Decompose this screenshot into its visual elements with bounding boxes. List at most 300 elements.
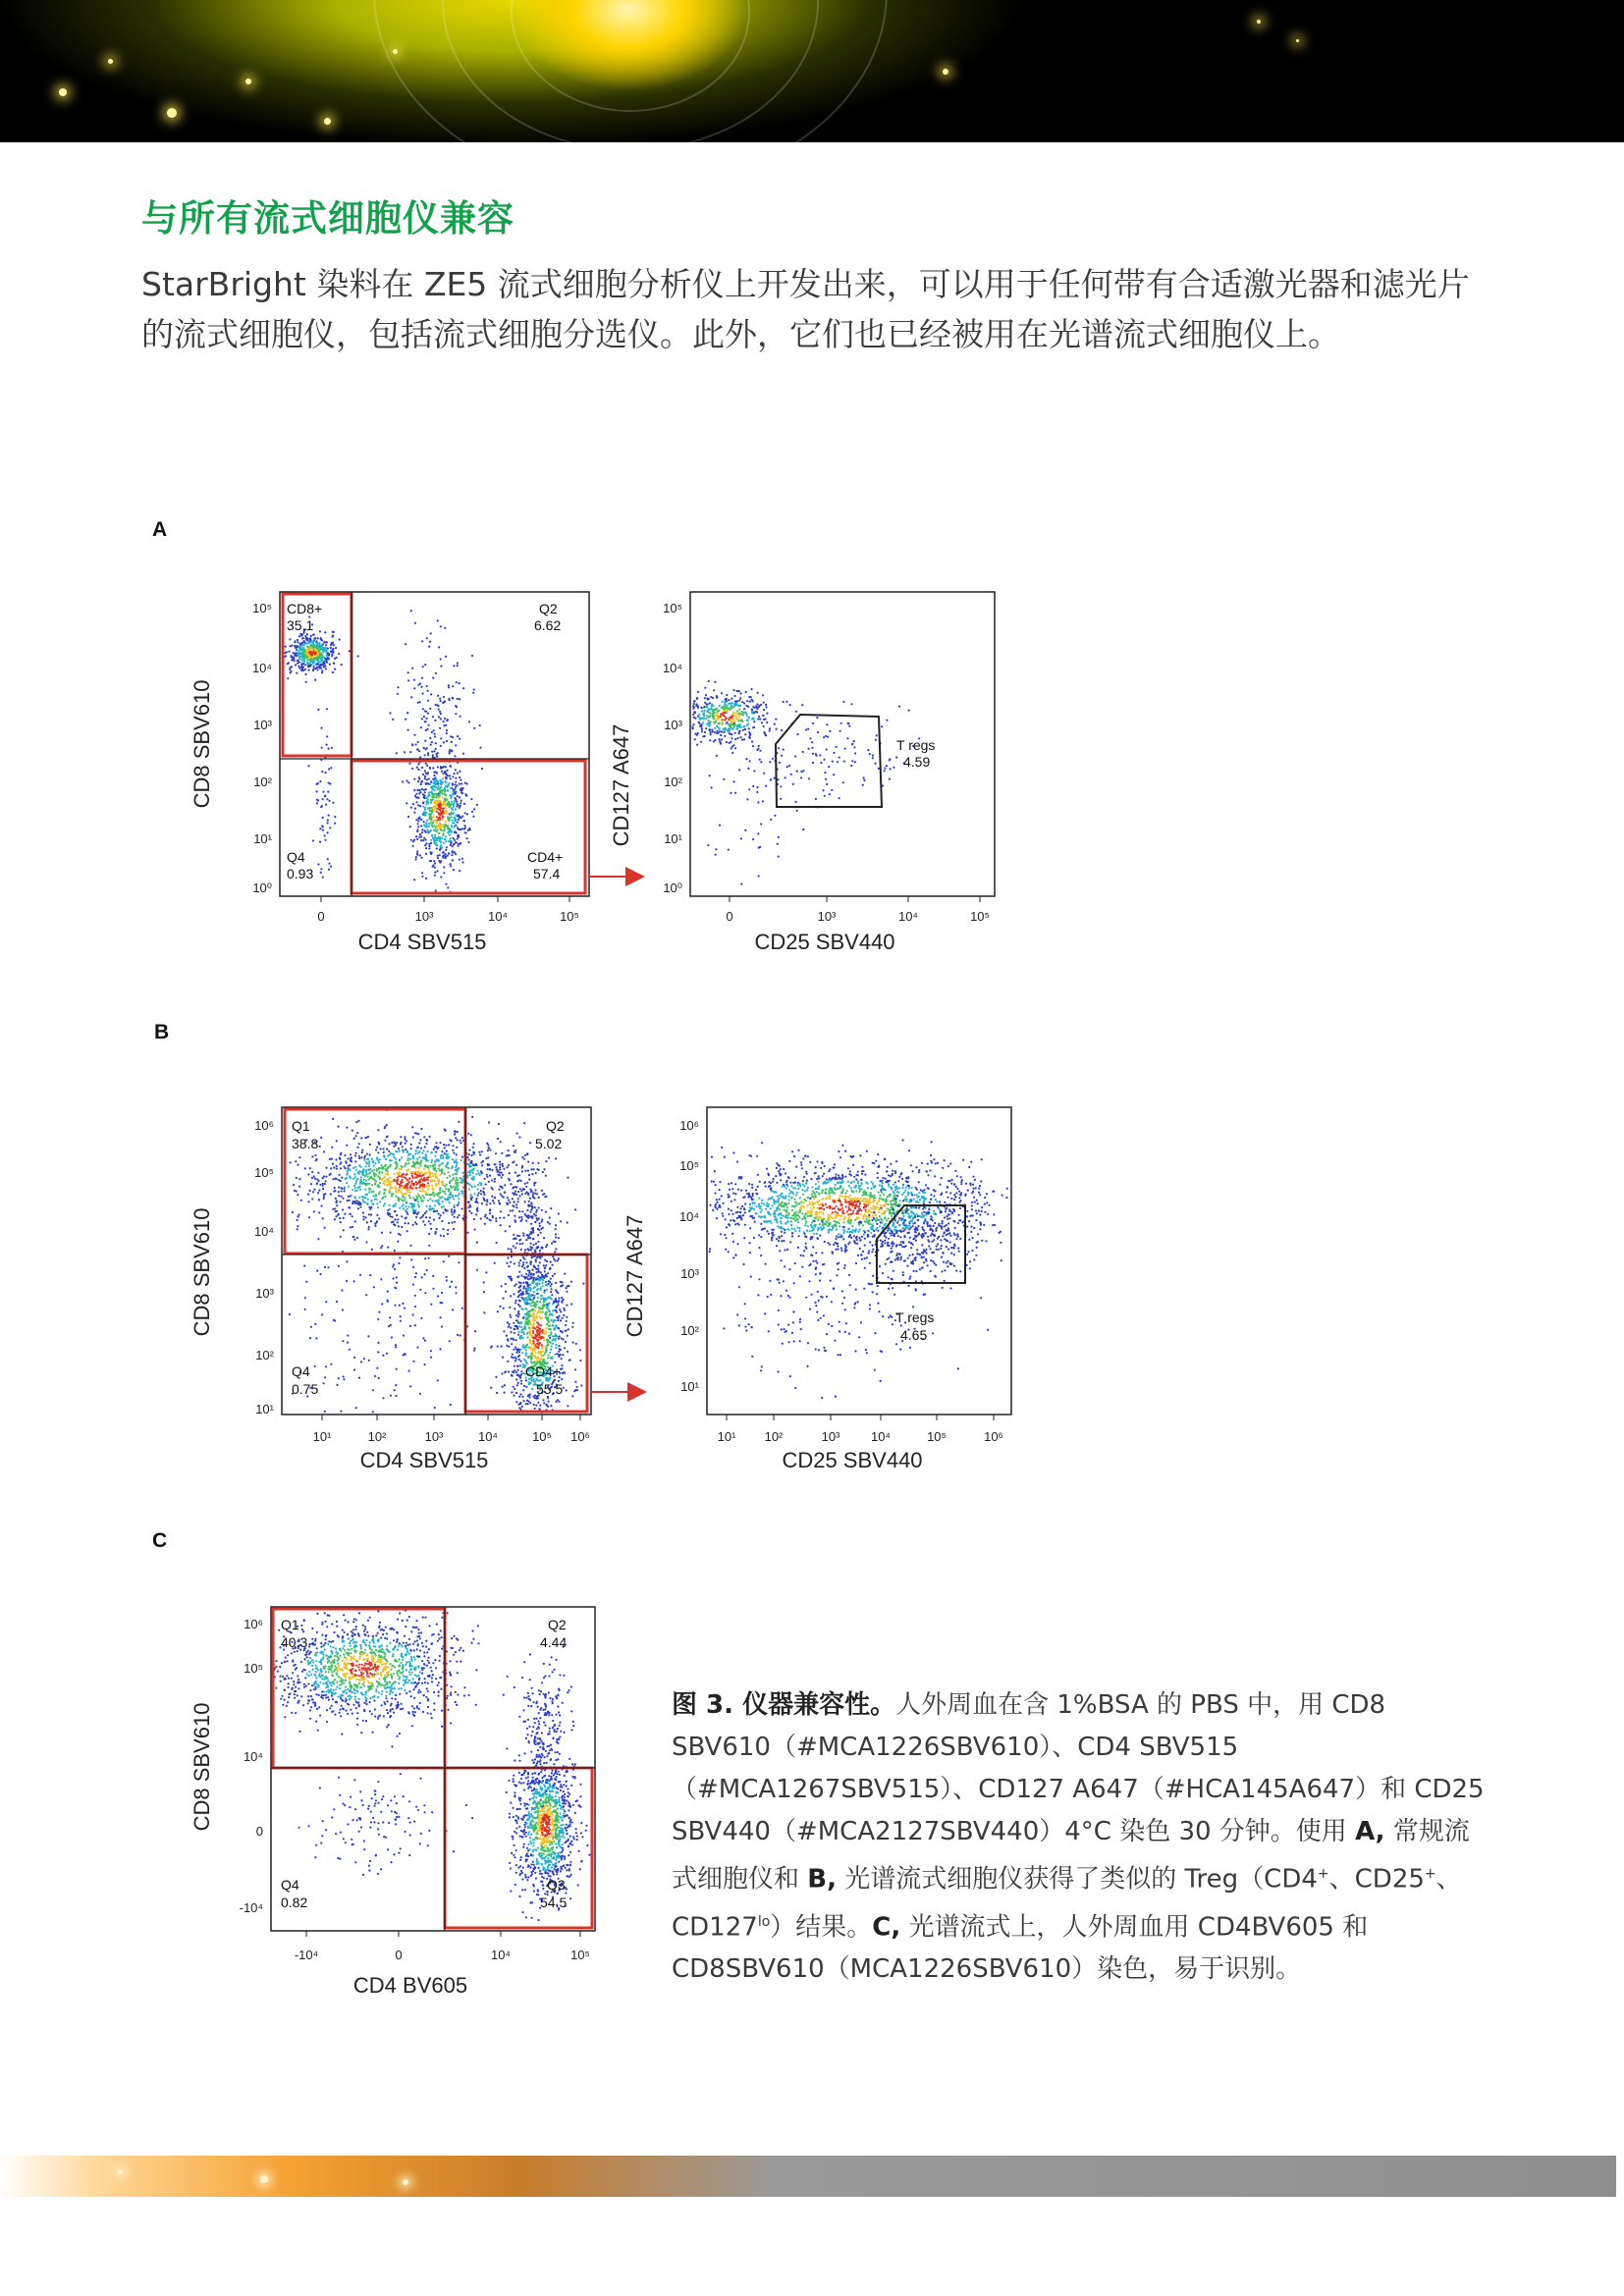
event-dot xyxy=(751,688,753,690)
event-dot xyxy=(385,1168,387,1170)
event-dot xyxy=(446,1184,448,1186)
event-dot xyxy=(367,1136,369,1138)
event-dot xyxy=(475,1200,477,1201)
event-dot xyxy=(459,870,460,872)
event-dot xyxy=(333,631,335,633)
event-dot xyxy=(352,1178,354,1180)
event-dot xyxy=(543,1264,545,1266)
event-dot xyxy=(499,1217,501,1219)
event-dot xyxy=(419,1162,421,1164)
event-dot xyxy=(461,861,463,863)
event-dot xyxy=(294,641,296,643)
event-dot xyxy=(299,643,301,645)
event-dot xyxy=(545,1160,547,1162)
event-dot xyxy=(287,677,289,679)
event-dot xyxy=(735,716,737,718)
event-dot xyxy=(468,1204,470,1206)
event-dot xyxy=(406,1169,407,1171)
event-dot xyxy=(399,1158,401,1160)
event-dot xyxy=(832,761,834,763)
event-dot xyxy=(403,1203,405,1205)
event-dot xyxy=(530,1243,532,1245)
event-dot xyxy=(485,1183,487,1185)
event-dot xyxy=(572,1322,574,1324)
event-dot xyxy=(433,1164,435,1166)
event-dot xyxy=(875,739,877,741)
event-dot xyxy=(550,1291,552,1293)
event-dot xyxy=(433,785,435,787)
event-dot xyxy=(455,713,457,715)
event-dot xyxy=(285,646,287,648)
event-dot xyxy=(438,708,440,710)
event-dot xyxy=(731,698,732,700)
event-dot xyxy=(418,1142,420,1144)
event-dot xyxy=(459,796,460,798)
event-dot xyxy=(483,1291,485,1293)
event-dot xyxy=(560,1330,562,1332)
event-dot xyxy=(368,1213,370,1215)
event-dot xyxy=(792,783,794,785)
event-dot xyxy=(537,1402,539,1404)
event-dot xyxy=(537,1275,539,1277)
event-dot xyxy=(527,1278,529,1280)
event-dot xyxy=(746,700,748,702)
gate-value: 4.59 xyxy=(903,754,931,770)
event-dot xyxy=(349,1164,351,1166)
event-dot xyxy=(504,1184,506,1186)
event-dot xyxy=(558,1237,560,1239)
event-dot xyxy=(565,1324,567,1326)
event-dot xyxy=(881,725,883,727)
event-dot xyxy=(490,1148,492,1150)
event-dot xyxy=(524,1313,526,1315)
event-dot xyxy=(542,1171,544,1173)
event-dot xyxy=(330,644,332,646)
event-dot xyxy=(445,656,447,658)
event-dot xyxy=(423,837,425,839)
event-dot xyxy=(369,1144,371,1146)
event-dot xyxy=(368,1206,370,1208)
event-dot xyxy=(323,1198,325,1200)
event-dot xyxy=(377,1351,379,1353)
event-dot xyxy=(330,647,332,649)
event-dot xyxy=(538,1324,540,1326)
event-dot xyxy=(434,837,436,839)
event-dot xyxy=(471,655,473,657)
event-dot xyxy=(328,800,330,802)
event-dot xyxy=(749,760,751,762)
event-dot xyxy=(527,1310,529,1312)
event-dot xyxy=(759,750,761,752)
event-dot xyxy=(422,708,424,710)
event-dot xyxy=(426,828,428,830)
event-dot xyxy=(827,736,829,738)
event-dot xyxy=(527,1170,529,1172)
panel-label-c: C xyxy=(152,1529,168,1552)
event-dot xyxy=(428,1257,430,1259)
event-dot xyxy=(468,1163,470,1165)
event-dot xyxy=(298,1186,300,1188)
event-dot xyxy=(451,1211,453,1213)
event-dot xyxy=(376,1367,378,1369)
event-dot xyxy=(349,1213,351,1215)
event-dot xyxy=(525,1349,527,1351)
event-dot xyxy=(451,820,453,822)
event-dot xyxy=(437,752,439,754)
event-dot xyxy=(458,819,460,821)
event-dot xyxy=(428,1172,430,1174)
event-dot xyxy=(499,1166,501,1168)
event-dot xyxy=(442,824,444,826)
event-dot xyxy=(363,1197,365,1199)
event-dot xyxy=(459,859,460,861)
event-dot xyxy=(762,715,764,717)
event-dot xyxy=(431,851,433,853)
event-dot xyxy=(341,1190,343,1192)
event-dot xyxy=(331,1147,333,1148)
event-dot xyxy=(526,1303,528,1305)
event-dot xyxy=(312,667,314,669)
event-dot xyxy=(563,1338,565,1340)
event-dot xyxy=(468,1149,470,1151)
event-dot xyxy=(434,802,436,804)
event-dot xyxy=(551,1298,553,1300)
event-dot xyxy=(426,765,428,767)
event-dot xyxy=(696,697,698,699)
event-dot xyxy=(500,1210,502,1212)
event-dot xyxy=(432,866,434,868)
event-dot xyxy=(451,841,453,843)
event-dot xyxy=(724,703,726,705)
event-dot xyxy=(535,1211,537,1213)
event-dot xyxy=(426,826,428,828)
event-dot xyxy=(432,1187,434,1189)
event-dot xyxy=(467,841,469,843)
event-dot xyxy=(297,639,298,641)
event-dot xyxy=(769,729,771,731)
event-dot xyxy=(428,1233,430,1235)
event-dot xyxy=(504,1392,506,1394)
event-dot xyxy=(419,1190,421,1192)
event-dot xyxy=(453,1228,455,1230)
event-dot xyxy=(520,1249,522,1251)
event-dot xyxy=(869,753,871,755)
event-dot xyxy=(473,727,475,729)
event-dot xyxy=(378,1377,380,1379)
event-dot xyxy=(524,1201,526,1202)
event-dot xyxy=(554,1251,556,1253)
event-dot xyxy=(509,1323,511,1325)
event-dot xyxy=(318,1180,320,1182)
event-dot xyxy=(796,733,798,735)
event-dot xyxy=(842,781,844,783)
event-dot xyxy=(478,1151,480,1153)
event-dot xyxy=(323,662,325,664)
event-dot xyxy=(774,723,776,725)
event-dot xyxy=(763,725,765,727)
event-dot xyxy=(314,1365,316,1367)
event-dot xyxy=(546,1317,548,1319)
event-dot xyxy=(412,1313,414,1315)
event-dot xyxy=(297,1164,298,1166)
event-dot xyxy=(432,1288,434,1290)
event-dot xyxy=(508,1326,510,1328)
event-dot xyxy=(533,1264,535,1266)
event-dot xyxy=(295,1160,297,1162)
event-dot xyxy=(553,1338,555,1340)
event-dot xyxy=(876,734,878,736)
event-dot xyxy=(453,869,455,871)
event-dot xyxy=(582,1283,584,1285)
event-dot xyxy=(448,1255,450,1257)
event-dot xyxy=(733,704,735,706)
event-dot xyxy=(432,1168,434,1170)
event-dot xyxy=(304,635,306,637)
event-dot xyxy=(472,1168,474,1170)
event-dot xyxy=(457,845,459,847)
event-dot xyxy=(760,823,762,825)
event-dot xyxy=(363,1157,365,1159)
event-dot xyxy=(497,1310,499,1312)
event-dot xyxy=(515,1206,517,1208)
event-dot xyxy=(789,704,791,706)
event-dot xyxy=(369,1153,371,1155)
event-dot xyxy=(301,655,303,657)
event-dot xyxy=(467,1183,469,1185)
event-dot xyxy=(515,1401,517,1403)
event-dot xyxy=(369,1177,371,1179)
event-dot xyxy=(780,785,782,787)
event-dot xyxy=(433,778,435,780)
event-dot xyxy=(545,1196,547,1198)
event-dot xyxy=(533,1404,535,1406)
event-dot xyxy=(442,1228,444,1230)
event-dot xyxy=(433,1210,435,1212)
event-dot xyxy=(379,1201,381,1202)
event-dot xyxy=(327,858,329,860)
event-dot xyxy=(526,1282,528,1284)
event-dot xyxy=(415,743,417,745)
event-dot xyxy=(389,1183,391,1185)
event-dot xyxy=(514,1285,515,1287)
event-dot xyxy=(555,1344,557,1346)
event-dot xyxy=(365,1294,367,1296)
event-dot xyxy=(566,1291,568,1293)
event-dot xyxy=(400,1234,402,1236)
event-dot xyxy=(498,1202,500,1204)
event-dot xyxy=(527,1235,529,1237)
event-dot xyxy=(362,1169,364,1171)
event-dot xyxy=(854,761,856,763)
event-dot xyxy=(452,803,454,805)
event-dot xyxy=(405,1143,406,1145)
event-dot xyxy=(436,1177,438,1179)
event-dot xyxy=(472,1172,474,1174)
event-dot xyxy=(352,1189,353,1191)
event-dot xyxy=(521,1165,523,1167)
event-dot xyxy=(541,1209,543,1211)
event-dot xyxy=(533,1311,535,1313)
event-dot xyxy=(538,1229,540,1231)
event-dot xyxy=(506,1335,508,1337)
event-dot xyxy=(288,651,290,653)
event-dot xyxy=(408,1181,410,1183)
event-dot xyxy=(427,1185,429,1187)
event-dot xyxy=(802,770,804,772)
panel-a-right-plot xyxy=(609,592,995,954)
event-dot xyxy=(562,1281,564,1283)
event-dot xyxy=(548,1320,550,1322)
event-dot xyxy=(410,807,412,809)
event-dot xyxy=(473,1153,475,1155)
event-dot xyxy=(457,1131,459,1133)
event-dot xyxy=(412,1154,414,1156)
event-dot xyxy=(323,666,325,667)
event-dot xyxy=(380,1278,382,1280)
event-dot xyxy=(502,1165,504,1167)
event-dot xyxy=(332,636,334,638)
event-dot xyxy=(424,754,426,756)
event-dot xyxy=(516,1384,518,1386)
event-dot xyxy=(526,1287,528,1289)
event-dot xyxy=(336,1165,338,1167)
event-dot xyxy=(541,1344,543,1346)
event-dot xyxy=(378,1143,380,1145)
event-dot xyxy=(418,1156,420,1158)
event-dot xyxy=(321,825,323,827)
event-dot xyxy=(364,1189,366,1191)
event-dot xyxy=(541,1274,543,1276)
event-dot xyxy=(460,1179,462,1181)
event-dot xyxy=(445,824,447,826)
event-dot xyxy=(472,816,474,818)
event-dot xyxy=(551,1283,553,1285)
event-dot xyxy=(436,811,438,813)
event-dot xyxy=(542,1227,544,1229)
event-dot xyxy=(442,815,444,817)
event-dot xyxy=(452,1158,454,1160)
event-dot xyxy=(455,841,457,843)
event-dot xyxy=(406,1208,408,1210)
event-dot xyxy=(429,1223,431,1225)
event-dot xyxy=(525,1344,527,1346)
event-dot xyxy=(316,668,318,670)
event-dot xyxy=(524,1249,526,1251)
event-dot xyxy=(413,879,415,881)
event-dot xyxy=(517,1296,519,1298)
event-dot xyxy=(365,1241,367,1243)
event-dot xyxy=(557,1399,559,1401)
event-dot xyxy=(536,1285,538,1287)
event-dot xyxy=(540,1337,542,1339)
event-dot xyxy=(693,701,695,703)
event-dot xyxy=(527,1336,529,1338)
event-dot xyxy=(407,671,409,673)
event-dot xyxy=(698,714,700,716)
event-dot xyxy=(714,727,716,729)
x-axis-title: CD25 SBV440 xyxy=(754,930,895,954)
event-dot xyxy=(521,1170,523,1172)
event-dot xyxy=(334,1178,336,1180)
event-dot xyxy=(546,1405,548,1407)
event-dot xyxy=(354,1166,356,1168)
event-dot xyxy=(445,1209,447,1211)
event-dot xyxy=(469,1194,471,1196)
event-dot xyxy=(412,803,414,805)
event-dot xyxy=(443,866,445,868)
event-dot xyxy=(458,1167,460,1169)
event-dot xyxy=(512,1161,514,1163)
event-dot xyxy=(717,710,719,712)
event-dot xyxy=(448,686,450,688)
event-dot xyxy=(320,872,322,874)
event-dot xyxy=(836,746,838,748)
event-dot xyxy=(525,1379,527,1381)
event-dot xyxy=(362,1211,364,1213)
event-dot xyxy=(720,743,722,745)
event-dot xyxy=(525,1215,527,1217)
event-dot xyxy=(458,682,460,684)
event-dot xyxy=(519,1285,521,1287)
gate-name: T regs xyxy=(896,737,936,753)
event-dot xyxy=(508,1149,510,1151)
event-dot xyxy=(397,1177,399,1179)
event-dot xyxy=(313,1189,315,1191)
event-dot xyxy=(435,1173,437,1175)
event-dot xyxy=(448,801,450,803)
event-dot xyxy=(449,774,451,776)
event-dot xyxy=(482,1191,484,1193)
event-dot xyxy=(424,791,426,793)
treg-gate xyxy=(776,715,882,807)
event-dot xyxy=(529,1382,531,1384)
event-dot xyxy=(340,1201,342,1202)
event-dot xyxy=(523,1385,525,1387)
event-dot xyxy=(397,693,399,695)
event-dot xyxy=(534,1189,536,1191)
tick-label: 10³ xyxy=(414,909,434,924)
event-dot xyxy=(322,877,324,879)
event-dot xyxy=(527,1403,529,1405)
event-dot xyxy=(432,1275,434,1277)
event-dot xyxy=(488,1218,490,1220)
event-dot xyxy=(310,647,312,649)
event-dot xyxy=(507,1321,509,1323)
event-dot xyxy=(770,819,772,821)
event-dot xyxy=(459,698,460,700)
event-dot xyxy=(454,1204,456,1206)
event-dot xyxy=(741,701,743,703)
event-dot xyxy=(437,828,439,830)
event-dot xyxy=(447,1157,449,1159)
event-dot xyxy=(445,857,447,859)
event-dot xyxy=(533,1273,535,1275)
event-dot xyxy=(354,1183,356,1185)
event-dot xyxy=(415,858,417,860)
event-dot xyxy=(744,829,746,831)
event-dot xyxy=(889,758,891,760)
event-dot xyxy=(392,1193,394,1195)
event-dot xyxy=(717,717,719,719)
event-dot xyxy=(312,656,314,658)
event-dot xyxy=(429,810,431,812)
event-dot xyxy=(516,1325,518,1327)
event-dot xyxy=(485,1214,487,1216)
event-dot xyxy=(520,1326,522,1328)
event-dot xyxy=(427,713,429,715)
event-dot xyxy=(446,732,448,734)
event-dot xyxy=(353,1239,355,1241)
